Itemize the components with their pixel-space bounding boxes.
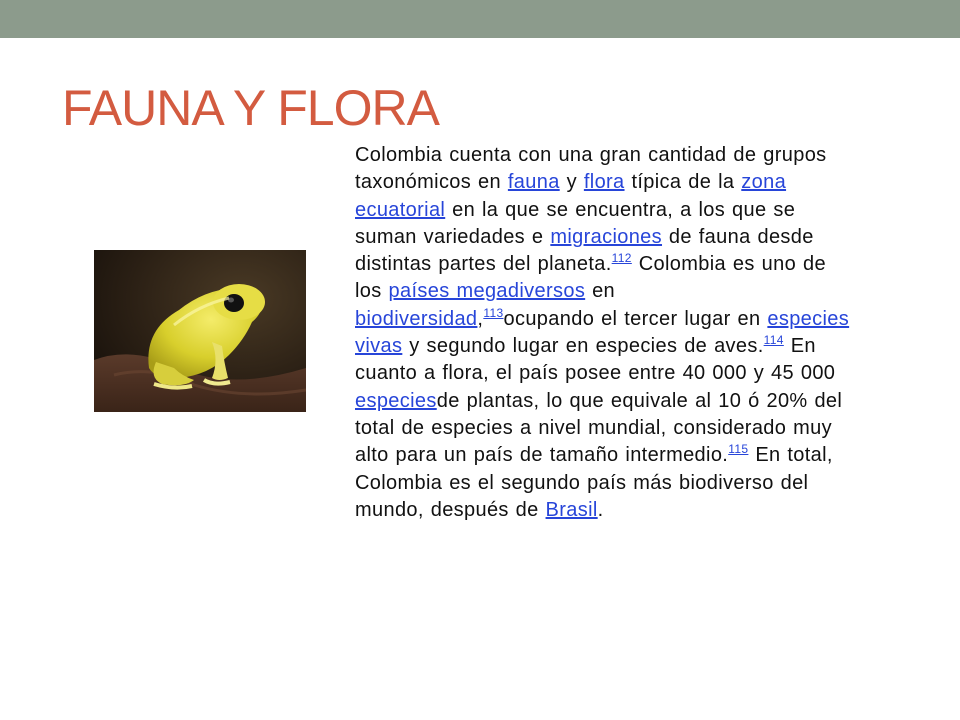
reference-112[interactable]: 112: [611, 251, 632, 266]
link-zona-ecuatorial[interactable]: zona ecuatorial: [355, 171, 787, 221]
link-brasil[interactable]: Brasil: [545, 498, 598, 521]
text-segment: Colombia cuenta con una gran cantidad de grupos taxonómicos en: [355, 144, 827, 194]
text-segment: En total, Colombia es el segundo país más biodiverso del mundo, después de: [355, 444, 833, 521]
link-biodiversidad[interactable]: biodiversidad: [355, 307, 478, 330]
link-especies[interactable]: especies: [355, 389, 437, 412]
text-segment: en: [585, 280, 616, 303]
link-migraciones[interactable]: migraciones: [550, 225, 663, 248]
link-paises-megadiversos[interactable]: países megadiversos: [388, 280, 586, 303]
link-fauna[interactable]: fauna: [507, 171, 560, 194]
text-segment: y: [559, 171, 584, 194]
text-segment: típica de la: [624, 171, 742, 194]
text-segment: .: [597, 498, 604, 521]
text-segment: En cuanto a flora, el país posee entre 40 000 y 45 000: [355, 335, 836, 385]
body-paragraph: [355, 142, 855, 524]
text-segment: ,: [477, 307, 484, 330]
frog-photo: [94, 250, 306, 412]
text-segment: de fauna desde distintas partes del planeta.: [355, 225, 814, 276]
reference-114[interactable]: 114: [763, 333, 784, 348]
link-especies-vivas[interactable]: especies vivas: [355, 307, 850, 358]
top-accent-bar: [0, 0, 960, 38]
text-segment: y segundo lugar en especies de aves.: [402, 335, 764, 358]
text-segment: de plantas, lo que equivale al 10 ó 20% del total de especies a nivel mundial, considerado muy alto para un país de tamaño intermedio.: [355, 389, 843, 467]
reference-115[interactable]: 115: [728, 442, 749, 457]
text-segment: ocupando el tercer lugar en: [503, 307, 768, 330]
slide-title: FAUNA Y FLORA: [62, 80, 439, 136]
reference-113[interactable]: 113: [483, 305, 504, 320]
link-flora[interactable]: flora: [583, 171, 625, 194]
text-segment: en la que se encuentra, a los que se suman variedades e: [355, 198, 796, 248]
text-segment: Colombia es uno de los: [355, 253, 826, 303]
